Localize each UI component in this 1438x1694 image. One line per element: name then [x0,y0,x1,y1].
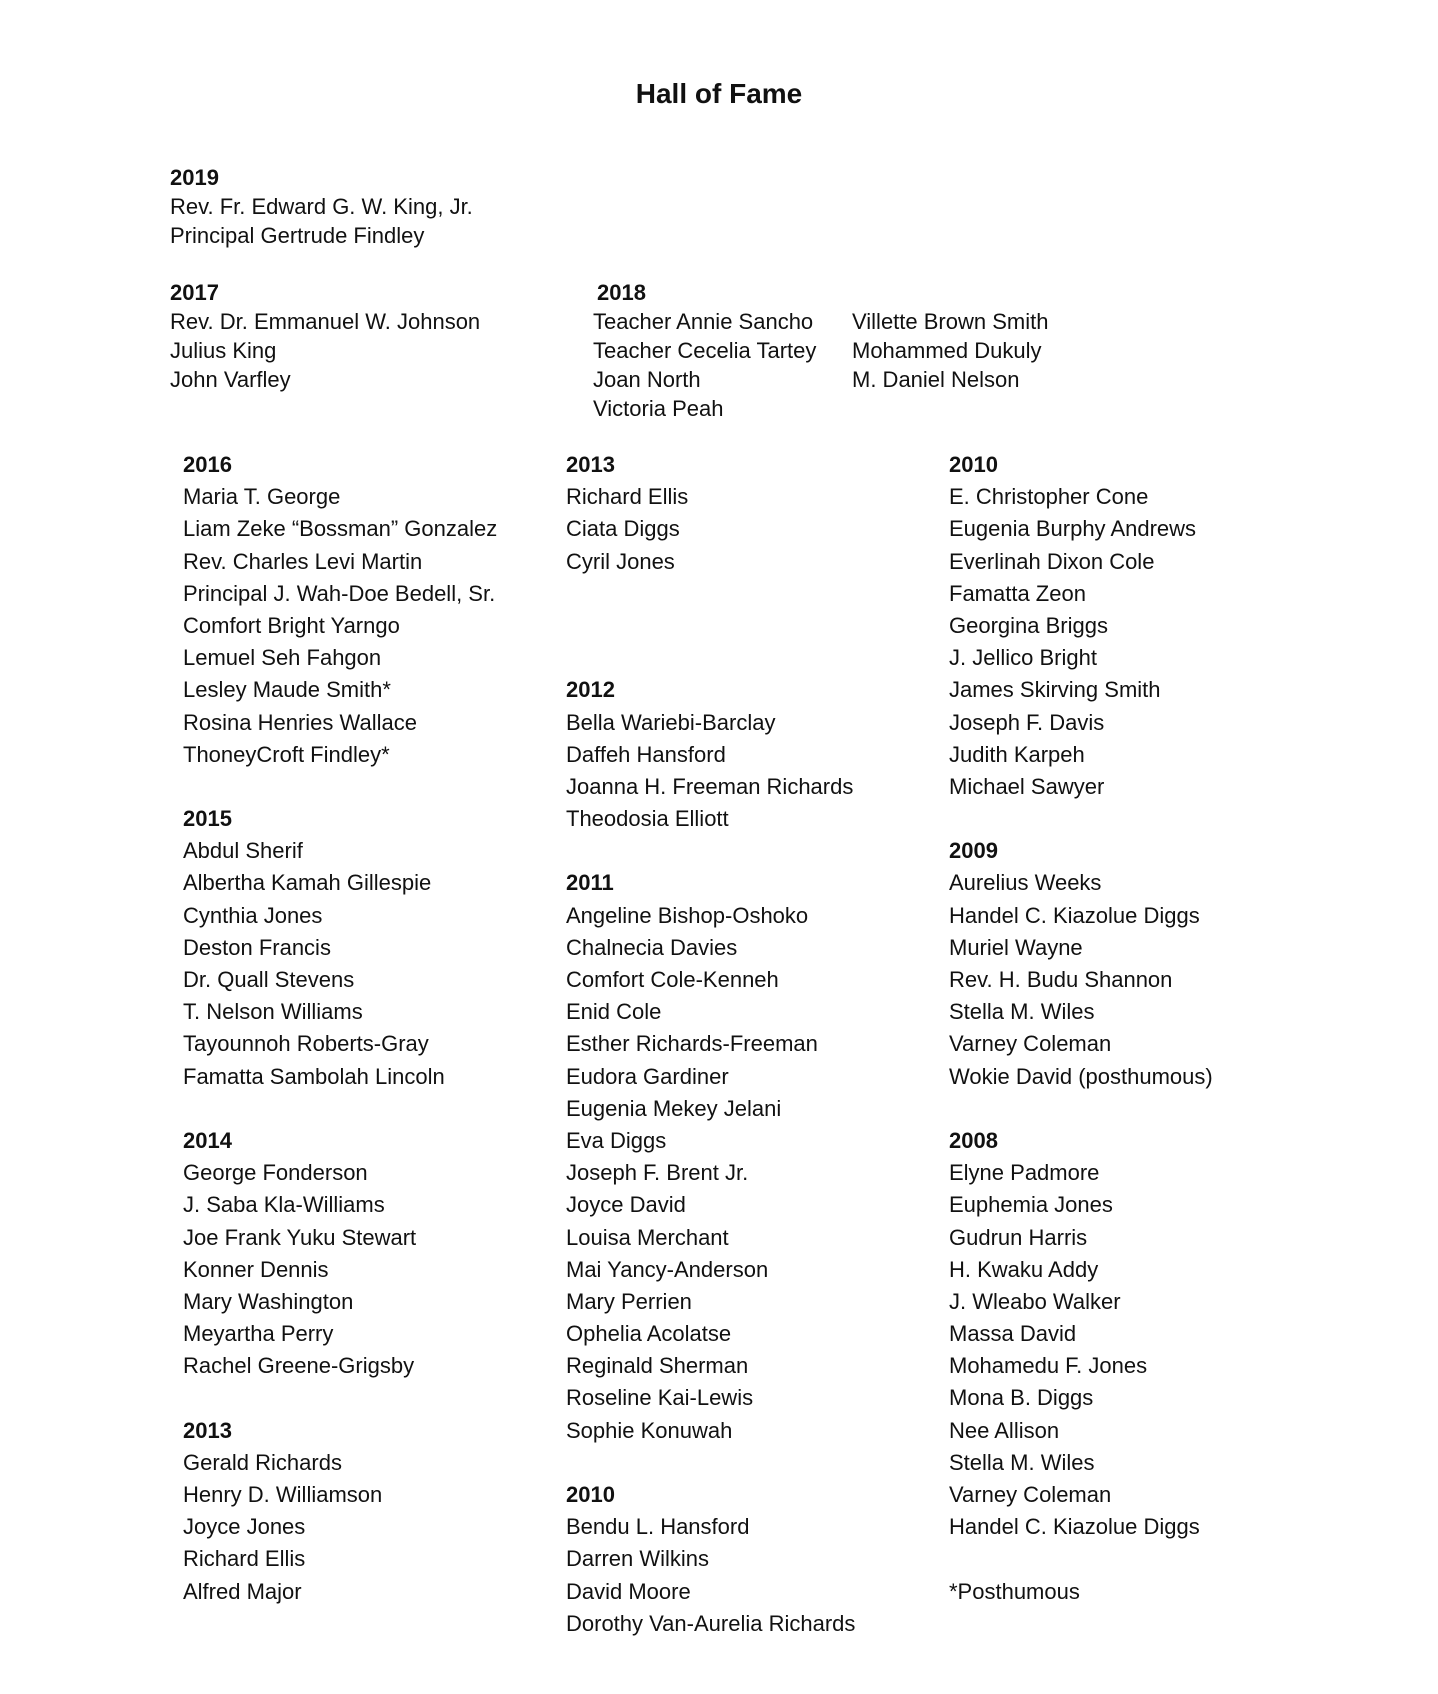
inductee-name: Daffeh Hansford [566,741,726,767]
inductee-name: Handel C. Kiazolue Diggs [949,1514,1200,1540]
inductee-name: Julius King [170,338,277,363]
inductee-name: M. Daniel Nelson [852,367,1020,392]
spacer [566,610,855,642]
inductee-name: Michael Sawyer [949,773,1105,799]
inductee-name: Famatta Sambolah Lincoln [183,1063,445,1089]
year-heading: 2017 [170,280,219,305]
inductee-name: Maria T. George [183,484,341,510]
inductee-name: Cyril Jones [566,548,675,574]
spacer [183,771,497,803]
inductee-name: Rev. Dr. Emmanuel W. Johnson [170,309,481,334]
year-heading: 2015 [183,806,232,832]
year-heading: 2012 [566,677,615,703]
inductee-name: Teacher Annie Sancho [593,309,814,334]
inductee-name: Rev. Fr. Edward G. W. King, Jr. [170,194,473,219]
spacer [183,1382,497,1414]
inductee-name: Reginald Sherman [566,1353,749,1379]
inductee-name: Joseph F. Brent Jr. [566,1160,749,1186]
spacer [949,803,1213,835]
inductee-name: Konner Dennis [183,1256,329,1282]
inductee-name: Stella M. Wiles [949,1449,1095,1475]
inductee-name: Joyce David [566,1192,686,1218]
inductee-name: Tayounnoh Roberts-Gray [183,1031,429,1057]
inductee-name: Lesley Maude Smith* [183,677,391,703]
year-heading: 2009 [949,838,998,864]
inductee-name: David Moore [566,1578,691,1604]
inductee-name: Albertha Kamah Gillespie [183,870,432,896]
inductee-name: Alfred Major [183,1578,302,1604]
inductee-name: Massa David [949,1321,1077,1347]
inductee-name: Comfort Bright Yarngo [183,612,400,638]
inductee-name: Lemuel Seh Fahgon [183,645,382,671]
inductee-name: Eva Diggs [566,1127,667,1153]
year-group-2019 [170,163,473,250]
inductee-name: Joan North [593,367,701,392]
inductee-name: Deston Francis [183,934,331,960]
column-middle [566,449,855,1640]
inductee-name: Euphemia Jones [949,1192,1113,1218]
inductee-name: Varney Coleman [949,1482,1112,1507]
inductee-name: Rachel Greene-Grigsby [183,1353,415,1379]
inductee-name: Cynthia Jones [183,902,323,928]
inductee-name: Ophelia Acolatse [566,1321,732,1347]
inductee-name: Famatta Zeon [949,580,1086,606]
column-right [949,449,1213,1608]
spacer [949,1543,1213,1575]
inductee-name: Handel C. Kiazolue Diggs [949,902,1200,928]
inductee-name: Principal Gertrude Findley [170,223,425,248]
inductee-name: Sophie Konuwah [566,1417,733,1443]
inductee-name: Mai Yancy-Anderson [566,1256,769,1282]
inductee-name: Henry D. Williamson [183,1482,383,1507]
inductee-name: Everlinah Dixon Cole [949,548,1155,574]
inductee-name: Villette Brown Smith [852,309,1049,334]
inductee-name: Joe Frank Yuku Stewart [183,1224,417,1250]
inductee-name: Wokie David (posthumous) [949,1063,1213,1089]
inductee-name: Gudrun Harris [949,1224,1088,1250]
inductee-name: Richard Ellis [183,1546,306,1572]
inductee-name: Darren Wilkins [566,1546,710,1572]
inductee-name: Gerald Richards [183,1449,342,1475]
inductee-name: Angeline Bishop-Oshoko [566,902,809,928]
inductee-name: J. Wleabo Walker [949,1288,1121,1314]
inductee-name: E. Christopher Cone [949,484,1149,510]
inductee-name: Dr. Quall Stevens [183,967,355,992]
inductee-name: Mona B. Diggs [949,1385,1094,1411]
inductee-name: Ciata Diggs [566,516,680,542]
spacer [566,642,855,674]
inductee-name: Enid Cole [566,999,662,1025]
inductee-name: Comfort Cole-Kenneh [566,967,779,992]
inductee-name: Joseph F. Davis [949,709,1105,735]
inductee-name: George Fonderson [183,1160,368,1186]
inductee-name: Mary Perrien [566,1288,692,1314]
inductee-name: Bella Wariebi-Barclay [566,709,776,735]
spacer [566,578,855,610]
spacer [949,1093,1213,1125]
inductee-name: Abdul Sherif [183,838,303,864]
inductee-name: Eugenia Burphy Andrews [949,516,1197,542]
inductee-name: Rev. H. Budu Shannon [949,967,1173,992]
year-heading: 2016 [183,452,232,477]
inductee-name: Meyartha Perry [183,1321,334,1347]
inductee-name: Dorothy Van-Aurelia Richards [566,1610,856,1636]
year-group-2018-list-b [852,307,1048,394]
inductee-name: T. Nelson Williams [183,999,363,1025]
spacer [566,1447,855,1479]
inductee-name: Roseline Kai-Lewis [566,1385,754,1411]
year-heading: 2010 [949,452,998,477]
inductee-name: Elyne Padmore [949,1160,1100,1186]
year-heading: 2019 [170,165,219,190]
inductee-name: Chalnecia Davies [566,934,738,960]
inductee-name: Rosina Henries Wallace [183,709,417,735]
year-heading: 2013 [183,1417,232,1443]
inductee-name: Teacher Cecelia Tartey [593,338,817,363]
inductee-name: J. Jellico Bright [949,645,1097,671]
spacer [183,1093,497,1125]
inductee-name: Judith Karpeh [949,741,1085,767]
inductee-name: James Skirving Smith [949,677,1161,703]
spacer [566,835,855,867]
year-heading: 2013 [566,452,615,477]
year-heading: 2010 [566,1482,615,1507]
year-heading: 2014 [183,1127,232,1153]
inductee-name: Joyce Jones [183,1514,306,1540]
year-heading: 2008 [949,1127,998,1153]
inductee-name: Varney Coleman [949,1031,1112,1057]
posthumous-footnote: *Posthumous [949,1578,1080,1604]
year-group-2017 [170,278,480,394]
inductee-name: Stella M. Wiles [949,999,1095,1025]
year-heading: 2011 [566,870,614,896]
inductee-name: H. Kwaku Addy [949,1256,1099,1282]
inductee-name: Liam Zeke “Bossman” Gonzalez [183,516,498,542]
inductee-name: John Varfley [170,367,291,392]
inductee-name: Joanna H. Freeman Richards [566,773,854,799]
inductee-name: Richard Ellis [566,484,689,510]
inductee-name: Nee Allison [949,1417,1060,1443]
page-title: Hall of Fame [635,78,803,109]
inductee-name: Esther Richards-Freeman [566,1031,818,1057]
year-group-2018 [597,278,646,307]
inductee-name: Theodosia Elliott [566,806,729,832]
inductee-name: Muriel Wayne [949,934,1083,960]
inductee-name: Eugenia Mekey Jelani [566,1095,782,1121]
inductee-name: Bendu L. Hansford [566,1514,750,1540]
inductee-name: Mary Washington [183,1288,354,1314]
inductee-name: Georgina Briggs [949,612,1108,638]
inductee-name: Principal J. Wah-Doe Bedell, Sr. [183,580,496,606]
inductee-name: Mohamedu F. Jones [949,1353,1148,1379]
year-heading: 2018 [597,280,646,305]
year-group-2018-list-a [593,307,816,423]
inductee-name: Mohammed Dukuly [852,338,1042,363]
inductee-name: J. Saba Kla-Williams [183,1192,385,1218]
inductee-name: Eudora Gardiner [566,1063,729,1089]
inductee-name: Victoria Peah [593,396,724,421]
inductee-name: Louisa Merchant [566,1224,729,1250]
inductee-name: Aurelius Weeks [949,870,1102,896]
inductee-name: Rev. Charles Levi Martin [183,548,423,574]
column-left [183,449,497,1608]
inductee-name: ThoneyCroft Findley* [183,741,390,767]
